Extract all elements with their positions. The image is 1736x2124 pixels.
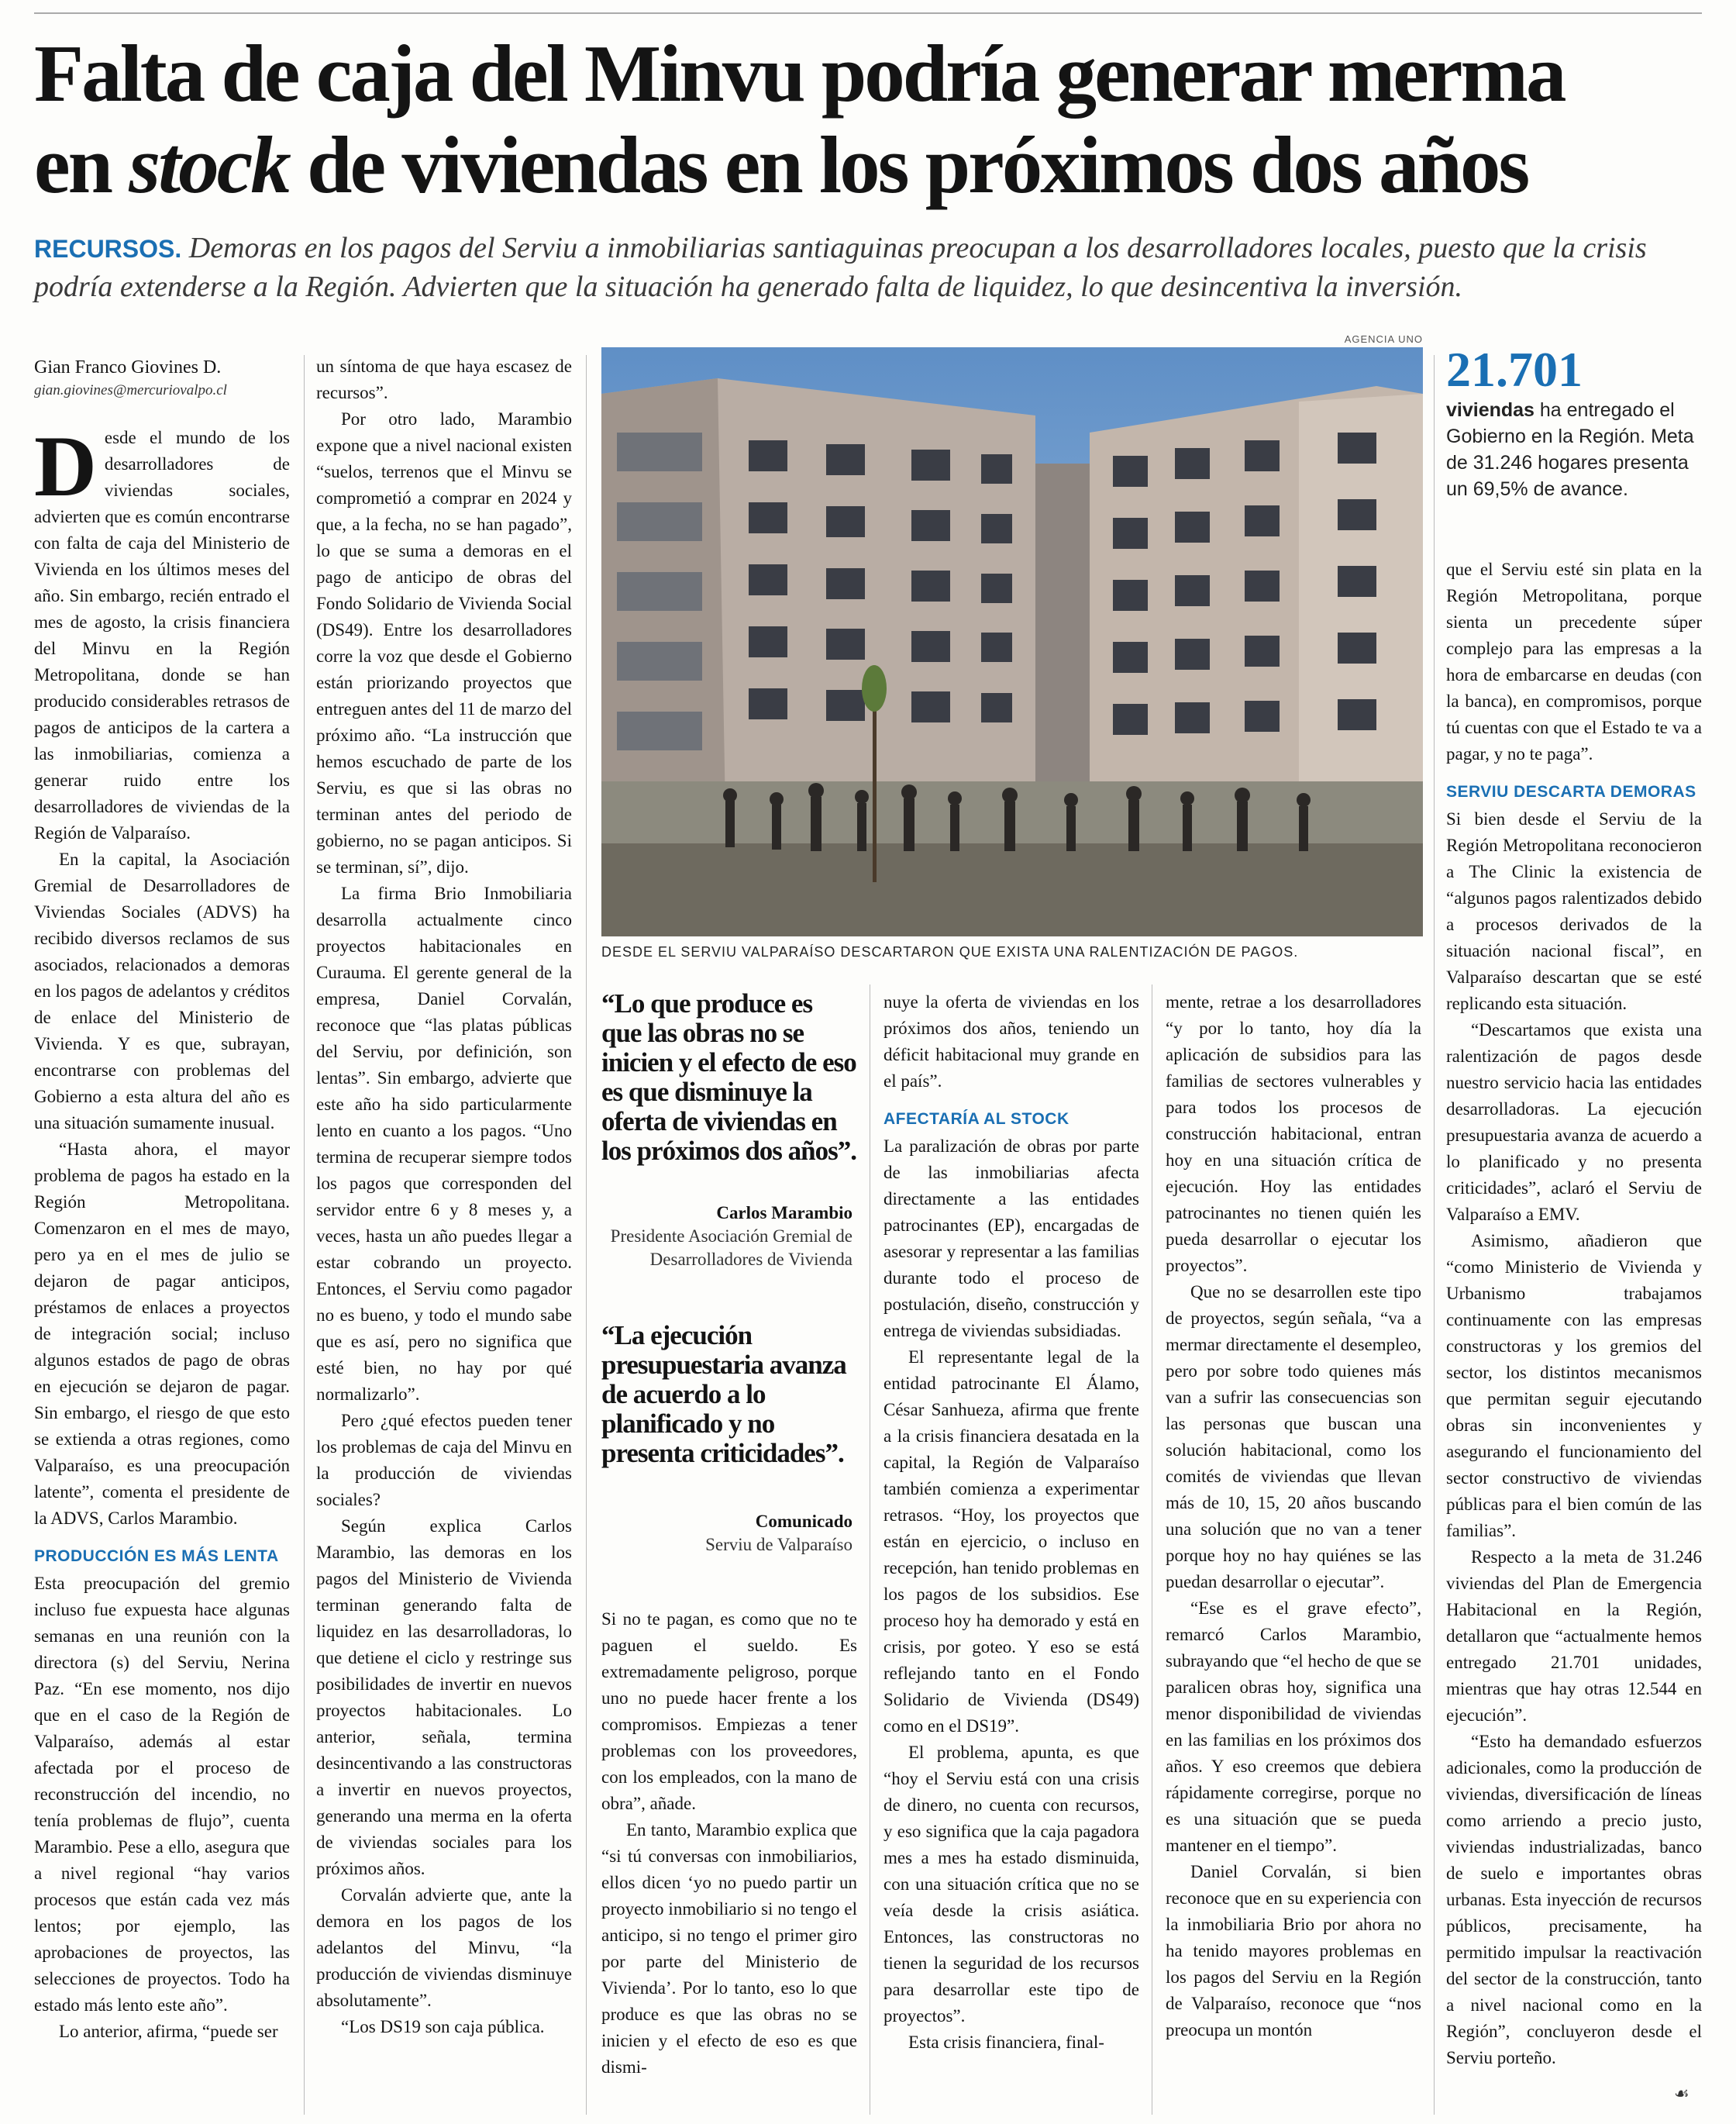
column-divider [1434, 355, 1435, 2115]
col6-text-3: “Descartamos que exista una ralentización de pagos desde nuestro servicio hacia las entidades desarrolladoras. La ejecución presupuestaria avanza de acuerdo a lo planificado y no presenta criticidades”, aclaró el Serviu de Valparaíso a EMV. [1446, 1020, 1702, 1224]
photo-credit: AGENCIA UNO [1344, 333, 1423, 345]
headline-italic-word: stock [129, 119, 289, 210]
stat-number: 21.701 [1446, 342, 1583, 397]
col5-text-4: Daniel Corvalán, si bien reconoce que en su experiencia con la inmobiliaria Brio por ahora no ha tenido mayores problemas en los pagos del Serviu en la Región de Valparaíso, reconoce que “nos preocupa un montón [1166, 1862, 1421, 2040]
col2-text-2: Por otro lado, Marambio expone que a nivel nacional existen “suelos, terrenos que el Minvu se comprometió a comprar en 2024 y que, a la fecha, no se han pagado”, lo que se suma a demoras en el pago de anticipo de obras del Fondo Solidario de Vivienda Social (DS49). Entre los desarrolladores corre la voz que desde el Gobierno están priorizando proyectos que entreguen antes del 11 de marzo del próximo año. “La instrucción que hemos escuchado de parte de los Serviu, es que si las obras no terminan antes del periodo de gobierno, no se pagan anticipos. Si se terminan, sí”, dijo. [316, 409, 572, 877]
column-3 [601, 1606, 857, 2122]
col1-text-1: esde el mundo de los desarrolladores de viviendas sociales, advierten que es común encontrarse con falta de caja del Ministerio de Vivienda en los últimos meses del año. Sin embargo, recién entrado el mes de agosto, la crisis financiera del Minvu en la Región Metropolitana, donde se han producido considerables retrasos de pagos de anticipos de la cartera a las inmobiliarias, comienza a generar ruido entre los desarrolladores de viviendas de la Región de Valparaíso. [34, 428, 290, 843]
col6-text-6: “Esto ha demandado esfuerzos adicionales, como la producción de viviendas, diversificación de líneas como arriendo a precio justo, viviendas industrializadas, banco de suelo e importantes obras urbanas. Esta inyección de recursos públicos, precisamente, ha permitido impulsar la reactivación del sector de la construcción, tanto a nivel nacional como en la Región”, concluyeron desde el Serviu porteño. [1446, 1732, 1702, 2067]
col2-text-3: La firma Brio Inmobiliaria desarrolla actualmente cinco proyectos habitacionales en Curauma. El gerente general de la empresa, Daniel Corvalán, reconoce que “las platas públicas del Serviu, por definición, son lentas”. Sin embargo, advierte que este año ha sido particularmente lento en cuanto a los pagos. “Uno termina de recuperar siempre todos los pagos que corresponden del servidor entre 6 y 8 meses y, a veces, hasta un año puedes llegar a estar cobrando un proyecto. Entonces, el Serviu como pagador no es bueno, y todo el mundo sabe que es así, pero no significa que esté bien, no hay por qué normalizarlo”. [316, 884, 572, 1404]
column-divider [586, 355, 587, 2115]
stat-text [1446, 397, 1702, 502]
headline-line-2-end: de viviendas en los próximos dos años [288, 119, 1528, 210]
deck [34, 229, 1708, 306]
column-4 [884, 989, 1139, 2122]
col1-text-3: “Hasta ahora, el mayor problema de pagos ha estado en la Región Metropolitana. Comenzaron en el mes de mayo, pero ya en el mes de julio se dejaron de pagar anticipos, préstamos de enlaces a proyectos de integración social; incluso algunos estados de pago de obras en ejecución se dejaron de pagar. Sin embargo, el riesgo de que esto se extienda a otras regiones, como Valparaíso, es una preocupación latente”, comenta el presidente de la ADVS, Carlos Marambio. [34, 1140, 290, 1528]
photo-caption: DESDE EL SERVIU VALPARAÍSO DESCARTARON QUE EXISTA UNA RALENTIZACIÓN DE PAGOS. [601, 944, 1299, 960]
col2-text-6: Corvalán advierte que, ante la demora en los pagos de los adelantos del Minvu, “la producción de viviendas disminuye absolutamente”. [316, 1885, 572, 2010]
byline [34, 355, 290, 402]
headline-line-1: Falta de caja del Minvu podría generar merma [34, 28, 1565, 119]
drop-cap: D [34, 425, 97, 515]
col3-text-1: Si no te pagan, es como que no te paguen el sueldo. Es extremadamente peligroso, porque uno no puede hacer frente a los compromisos. Empiezas a tener problemas con los proveedores, con los empleados, con la mano de obra”, añade. [601, 1609, 857, 1813]
column-1-paragraph [34, 425, 290, 846]
headline [34, 28, 1708, 211]
subhead-afectaria: AFECTARÍA AL STOCK [884, 1110, 1070, 1128]
deck-kicker: RECURSOS. [34, 235, 182, 263]
quote-2-role: Serviu de Valparaíso [705, 1535, 852, 1554]
column-5 [1166, 989, 1421, 2122]
pull-quote-1-source [601, 1202, 852, 1271]
column-2 [316, 353, 572, 2122]
author-email: gian.giovines@mercuriovalpo.cl [34, 382, 227, 398]
author-name: Gian Franco Giovines D. [34, 357, 222, 378]
end-mark-icon: ☙ [1674, 2084, 1690, 2103]
quote-1-role: Presidente Asociación Gremial de Desarrolladores de Vivienda [610, 1226, 852, 1269]
col2-text-4: Pero ¿qué efectos pueden tener los problemas de caja del Minvu en la producción de viviendas sociales? [316, 1411, 572, 1509]
col4-text-3: El representante legal de la entidad patrocinante El Álamo, César Sanhueza, afirma que frente a la crisis financiera desatada en la capital, la Región de Valparaíso también comienza a experimentar retrasos. “Hoy, los proyectos que están en ejercicio, o incluso en recepción, han tenido problemas en los pagos de los subsidios. Ese proceso hoy ha demorado y está en crisis, por goteo. Y eso se está reflejando tanto en el Fondo Solidario de Vivienda (DS49) como en el DS19”. [884, 1347, 1139, 1736]
col6-text-4: Asimismo, añadieron que “como Ministerio de Vivienda y Urbanismo trabajamos continuamente con las empresas constructoras y los gremios del sector, los distintos mecanismos que permitan seguir ejecutando obras sin inconvenientes y asegurando el funcionamiento del sector constructivo de viviendas públicas para el bien común de las familias”. [1446, 1231, 1702, 1540]
col6-text-1: que el Serviu esté sin plata en la Región Metropolitana, porque sienta un precedente súper complejo para las empresas a la hora de embarcarse en deudas (con la banca), en compromisos, porque tú cuentas con que el Estado te va a pagar, y no te paga”. [1446, 560, 1702, 764]
col6-text-2: Si bien desde el Serviu de la Región Metropolitana reconocieron a The Clinic la existencia de “algunos pagos ralentizados debido a procesos derivados de la situación nacional fiscal”, en Valparaíso descartan que se esté replicando esta situación. [1446, 809, 1702, 1013]
col4-text-2: La paralización de obras por parte de las inmobiliarias afecta directamente a las entidades patrocinantes (EP), encargadas de asesorar y representar a las familias durante todo el proceso de postulación, diseño, construcción y entrega de viviendas subsidiadas. [884, 1136, 1139, 1340]
top-rule [34, 12, 1702, 14]
col5-text-2: Que no se desarrollen este tipo de proyectos, según señala, “va a mermar directamente el desempleo, pero por sobre todo quienes más van a sufrir las consecuencias son las personas que buscan una solución habitacional, como los comités de viviendas que llevan más de 10, 15, 20 años buscando una solución que no van a tener porque hoy no hay quiénes se las puedan desarrollar o ejecutar”. [1166, 1282, 1421, 1591]
col2-text-1: un síntoma de que haya escasez de recursos”. [316, 357, 572, 402]
col1-text-4: Esta preocupación del gremio incluso fue expuesta hace algunas semanas en una reunión con la directora (s) del Serviu, Nerina Paz. “En ese momento, nos dijo que en el caso de la Región de Valparaíso, además al estar afectada por el proceso de reconstrucción del incendio, no tenía problemas de flujo”, cuenta Marambio. Pese a ello, asegura que a nivel regional “hay varios procesos que están cada vez más lentos; por ejemplo, las aprobaciones de proyectos, las selecciones de proyectos. Todo ha estado más lento este año”. [34, 1574, 290, 2015]
col4-text-5: Esta crisis financiera, final- [908, 2033, 1104, 2052]
column-1 [34, 425, 290, 2122]
housing-photo [601, 347, 1423, 936]
stat-label: viviendas [1446, 399, 1534, 421]
column-6 [1446, 557, 1702, 2082]
pull-quote-1: “Lo que produce es que las obras no se inicien y el efecto de eso es que disminuye la oferta de viviendas en los próximos dos años”. [601, 988, 857, 1166]
col2-text-5: Según explica Carlos Marambio, las demoras en los pagos del Ministerio de Vivienda terminan generando falta de liquidez en las desarrolladoras, lo que detiene el ciclo y restringe sus posibilidades de invertir en nuevos proyectos habitacionales. Lo anterior, señala, termina desincentivando a las constructoras a invertir en nuevos proyectos, generando una merma en la oferta de viviendas sociales para los próximos años. [316, 1516, 572, 1878]
stat-description: ha entregado el Gobierno en la Región. Meta de 31.246 hogares presenta un 69,5% de avance. [1446, 399, 1694, 500]
column-divider [304, 355, 305, 2115]
deck-text: Demoras en los pagos del Serviu a inmobiliarias santiaguinas preocupan a los desarrolladores locales, puesto que la crisis podría extenderse a la Región. Advierten que la situación ha generado falta de liquidez, lo que desincentiva la inversión. [34, 232, 1647, 303]
col4-text-1: nuye la oferta de viviendas en los próximos dos años, teniendo un déficit habitacional muy grande en el país”. [884, 992, 1139, 1091]
subhead-produccion: PRODUCCIÓN ES MÁS LENTA [34, 1547, 279, 1565]
col4-text-4: El problema, apunta, es que “hoy el Serviu está con una crisis de dinero, no cuenta con recursos, y eso significa que la caja pagadora mes a mes ha estado disminuida, con una situación crítica que no se veía desde la crisis asiática. Entonces, las constructoras no tienen la seguridad de los recursos para desarrollar este tipo de proyectos”. [884, 1743, 1139, 2026]
col6-text-5: Respecto a la meta de 31.246 viviendas del Plan de Emergencia Habitacional en la Región, detallaron que “actualmente hemos entregado 21.701 unidades, mientras que hay otras 12.544 en ejecución”. [1446, 1547, 1702, 1725]
headline-line-2 [34, 119, 1708, 211]
pull-quote-2-source [601, 1510, 852, 1557]
col5-text-1: mente, retrae a los desarrolladores “y por lo tanto, hoy día la aplicación de subsidios para las familias de sectores vulnerables y para todos los procesos de construcción habitacional, entran hoy en una situación crítica de ejecución. Hoy las entidades patrocinantes no tienen quién les pueda desarrollar o ejecutar los proyectos”. [1166, 992, 1421, 1275]
quote-2-author: Comunicado [755, 1512, 852, 1531]
col3-text-2: En tanto, Marambio explica que “si tú conversas con inmobiliarios, ellos dicen ‘yo no puedo partir un proyecto inmobiliario si no tengo el anticipo, si no tengo el primer giro por parte del Ministerio de Vivienda’. Por lo tanto, eso lo que produce es que las obras no se inicien y el efecto de eso es que dismi- [601, 1820, 857, 2077]
pull-quote-2: “La ejecución presupuestaria avanza de acuerdo a lo planificado y no presenta criticidades”. [601, 1320, 846, 1468]
quote-1-author: Carlos Marambio [716, 1203, 852, 1222]
stat-box [1446, 343, 1702, 502]
col1-text-5: Lo anterior, afirma, “puede ser [59, 2022, 278, 2041]
col2-text-7: “Los DS19 son caja pública. [341, 2017, 545, 2036]
subhead-serviu: SERVIU DESCARTA DEMORAS [1446, 783, 1696, 801]
col1-text-2: En la capital, la Asociación Gremial de Desarrolladores de Viviendas Sociales (ADVS) ha recibido diversos reclamos de sus asociados, relacionados a demoras en los pagos de adelantos y créditos de enlace del Ministerio de Vivienda. Y es que, subrayan, encontrarse con problemas del Gobierno a esta altura del año es una situación sumamente inusual. [34, 850, 290, 1133]
col5-text-3: “Ese es el grave efecto”, remarcó Carlos Marambio, subrayando que “el hecho de que se paralicen obras hoy, significa una menor disponibilidad de viviendas en las familias en los próximos dos años. Y eso creemos que debiera rápidamente corregirse, porque no es una situación que se pueda mantener en el tiempo”. [1166, 1598, 1421, 1855]
headline-line-2-start: en [34, 119, 129, 210]
